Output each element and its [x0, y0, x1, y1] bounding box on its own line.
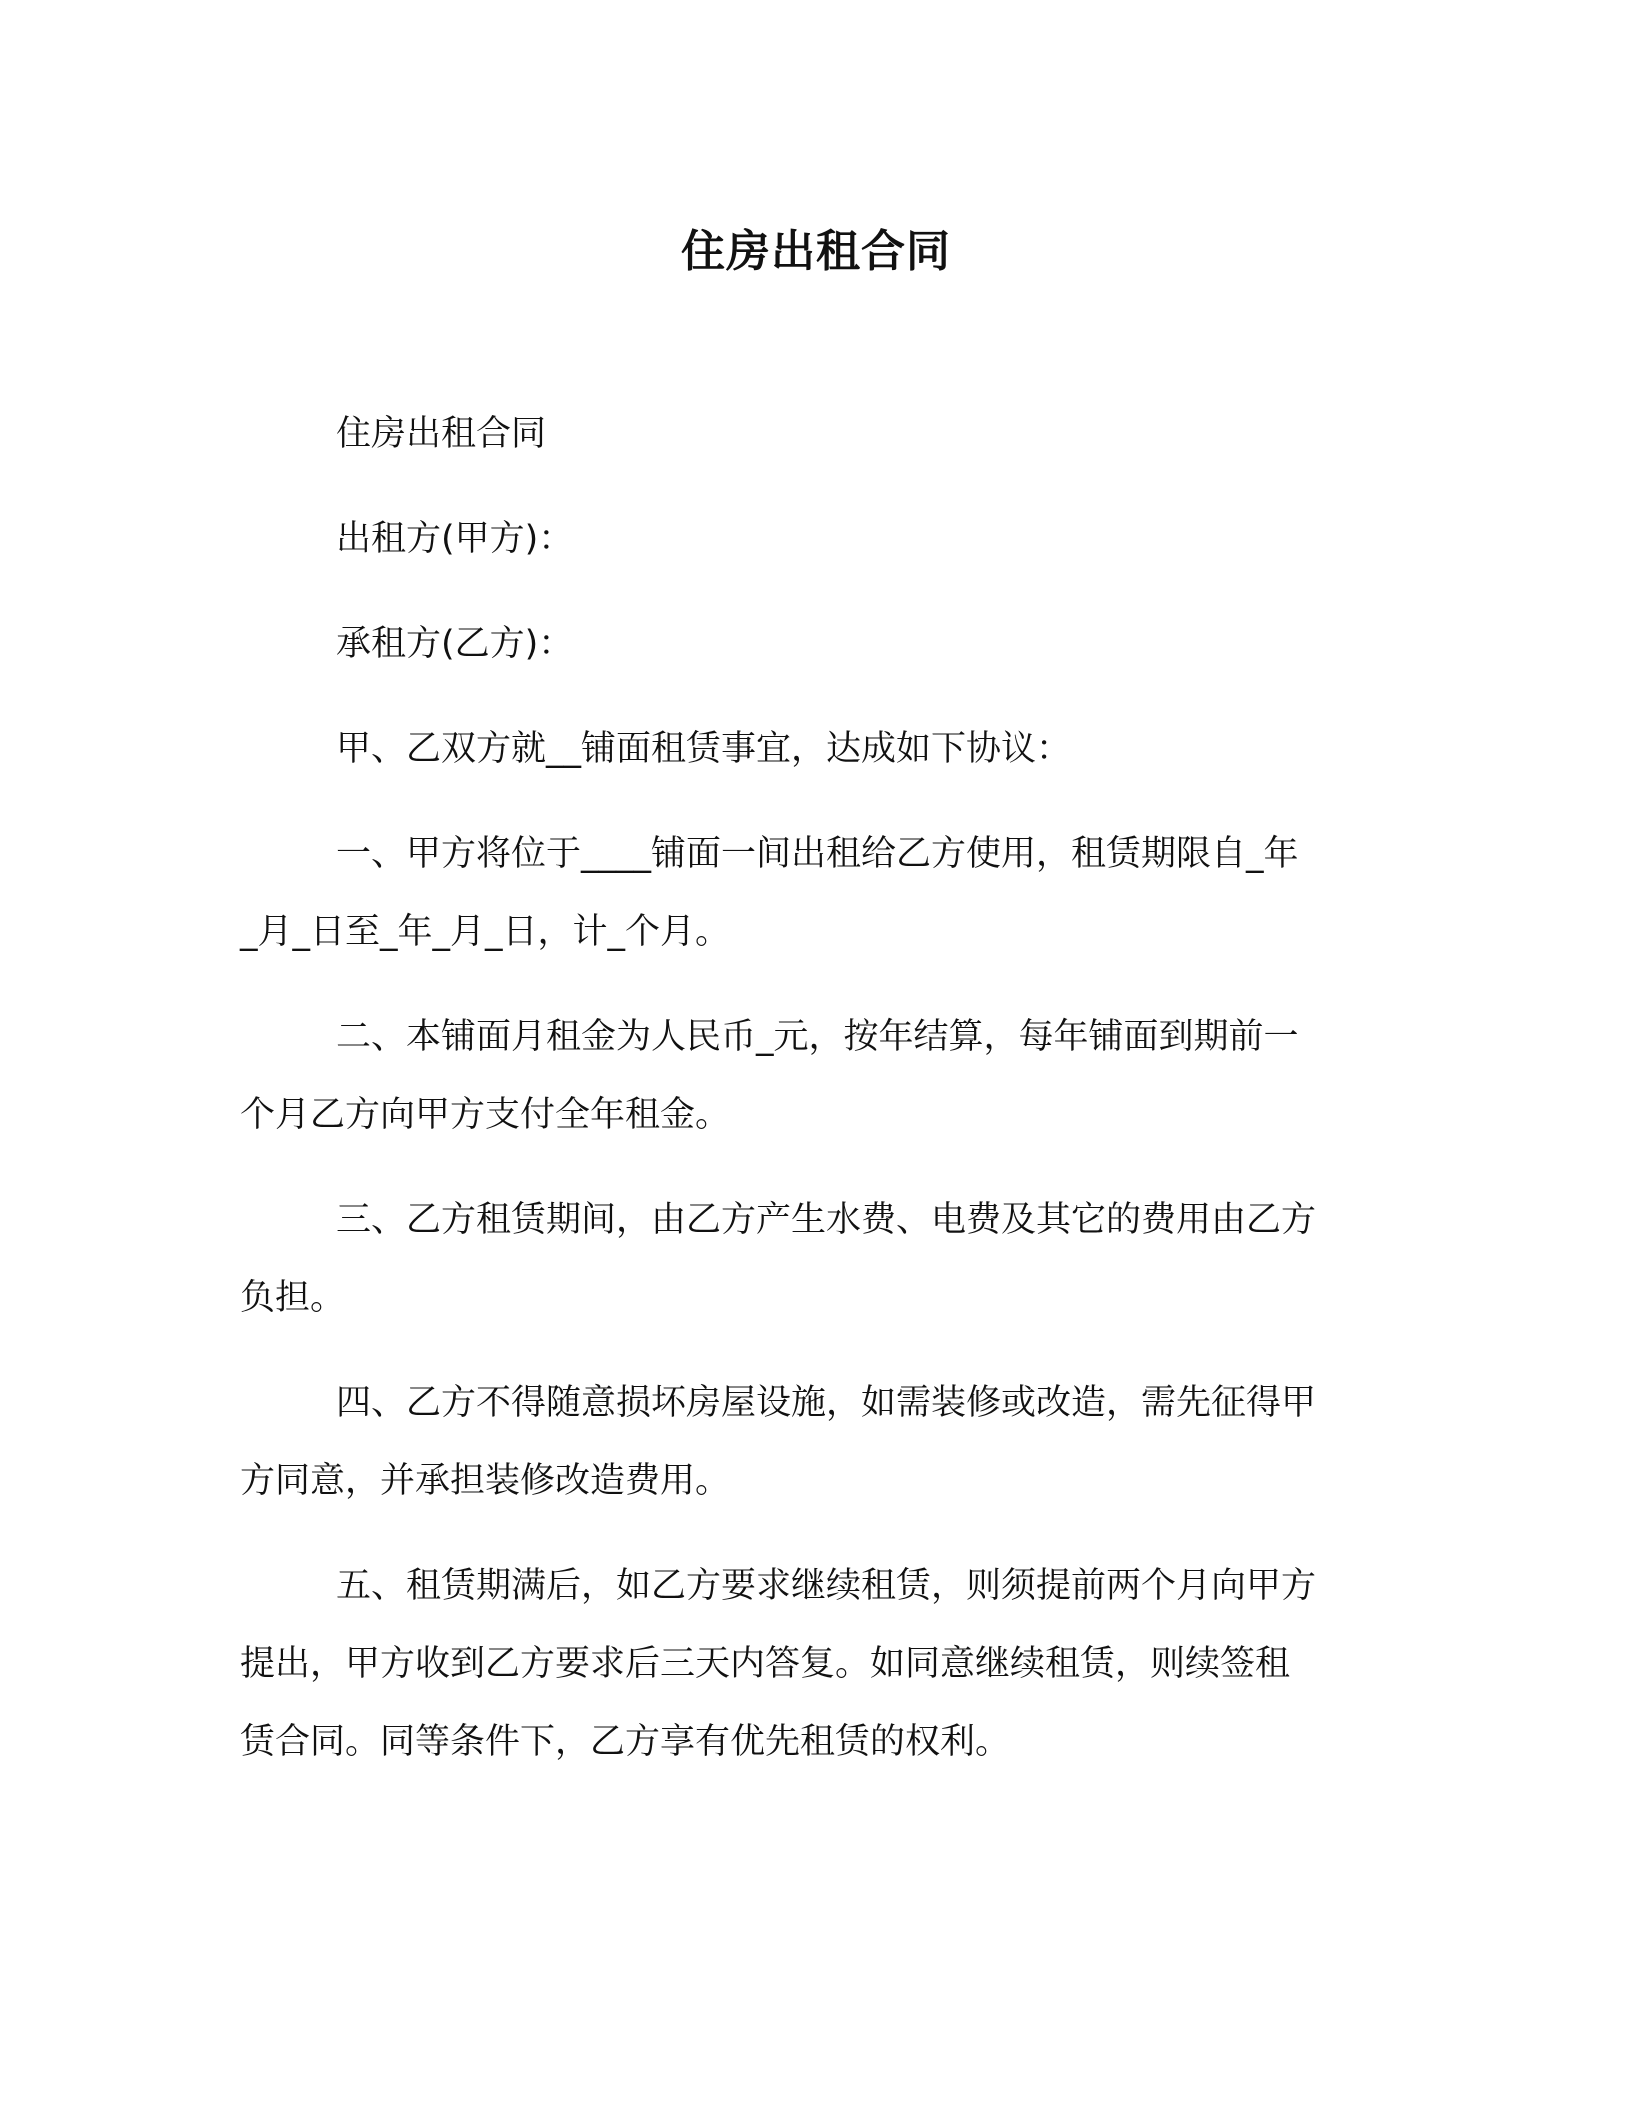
text-line: 承租方(乙方)：: [336, 624, 574, 664]
text-line: 出租方(甲方)：: [336, 519, 574, 559]
paragraph-heading: [240, 395, 1392, 473]
text-line: 方同意，并承担装修改造费用。: [240, 1461, 731, 1501]
text-line: _月_日至_年_月_日，计_个月。: [240, 912, 731, 952]
paragraph-lessor: [240, 500, 1392, 578]
text-line: 二、本铺面月租金为人民币_元，按年结算，每年铺面到期前一: [336, 1017, 1299, 1057]
text-line: 甲、乙双方就__铺面租赁事宜，达成如下协议：: [336, 729, 1072, 769]
clause-4: [240, 1364, 1392, 1520]
clause-3: [240, 1181, 1392, 1337]
paragraph-agreement-intro: [240, 710, 1392, 788]
paragraph-lessee: [240, 605, 1392, 683]
text-line: 提出，甲方收到乙方要求后三天内答复。如同意继续租赁，则续签租: [240, 1644, 1291, 1684]
document-title: 住房出租合同: [681, 226, 951, 277]
text-line: 四、乙方不得随意损坏房屋设施，如需装修或改造，需先征得甲: [336, 1383, 1317, 1423]
text-line: 一、甲方将位于____铺面一间出租给乙方使用，租赁期限自_年: [336, 834, 1299, 874]
clause-5: [240, 1547, 1392, 1781]
document-body: [240, 395, 1392, 1808]
text-line: 负担。: [240, 1278, 346, 1318]
text-line: 五、租赁期满后，如乙方要求继续租赁，则须提前两个月向甲方: [336, 1566, 1317, 1606]
text-line: 三、乙方租赁期间，由乙方产生水费、电费及其它的费用由乙方: [336, 1200, 1317, 1240]
text-line: 赁合同。同等条件下，乙方享有优先租赁的权利。: [240, 1722, 1011, 1762]
clause-2: [240, 998, 1392, 1154]
clause-1: [240, 815, 1392, 971]
text-line: 住房出租合同: [336, 414, 547, 454]
text-line: 个月乙方向甲方支付全年租金。: [240, 1095, 731, 1135]
